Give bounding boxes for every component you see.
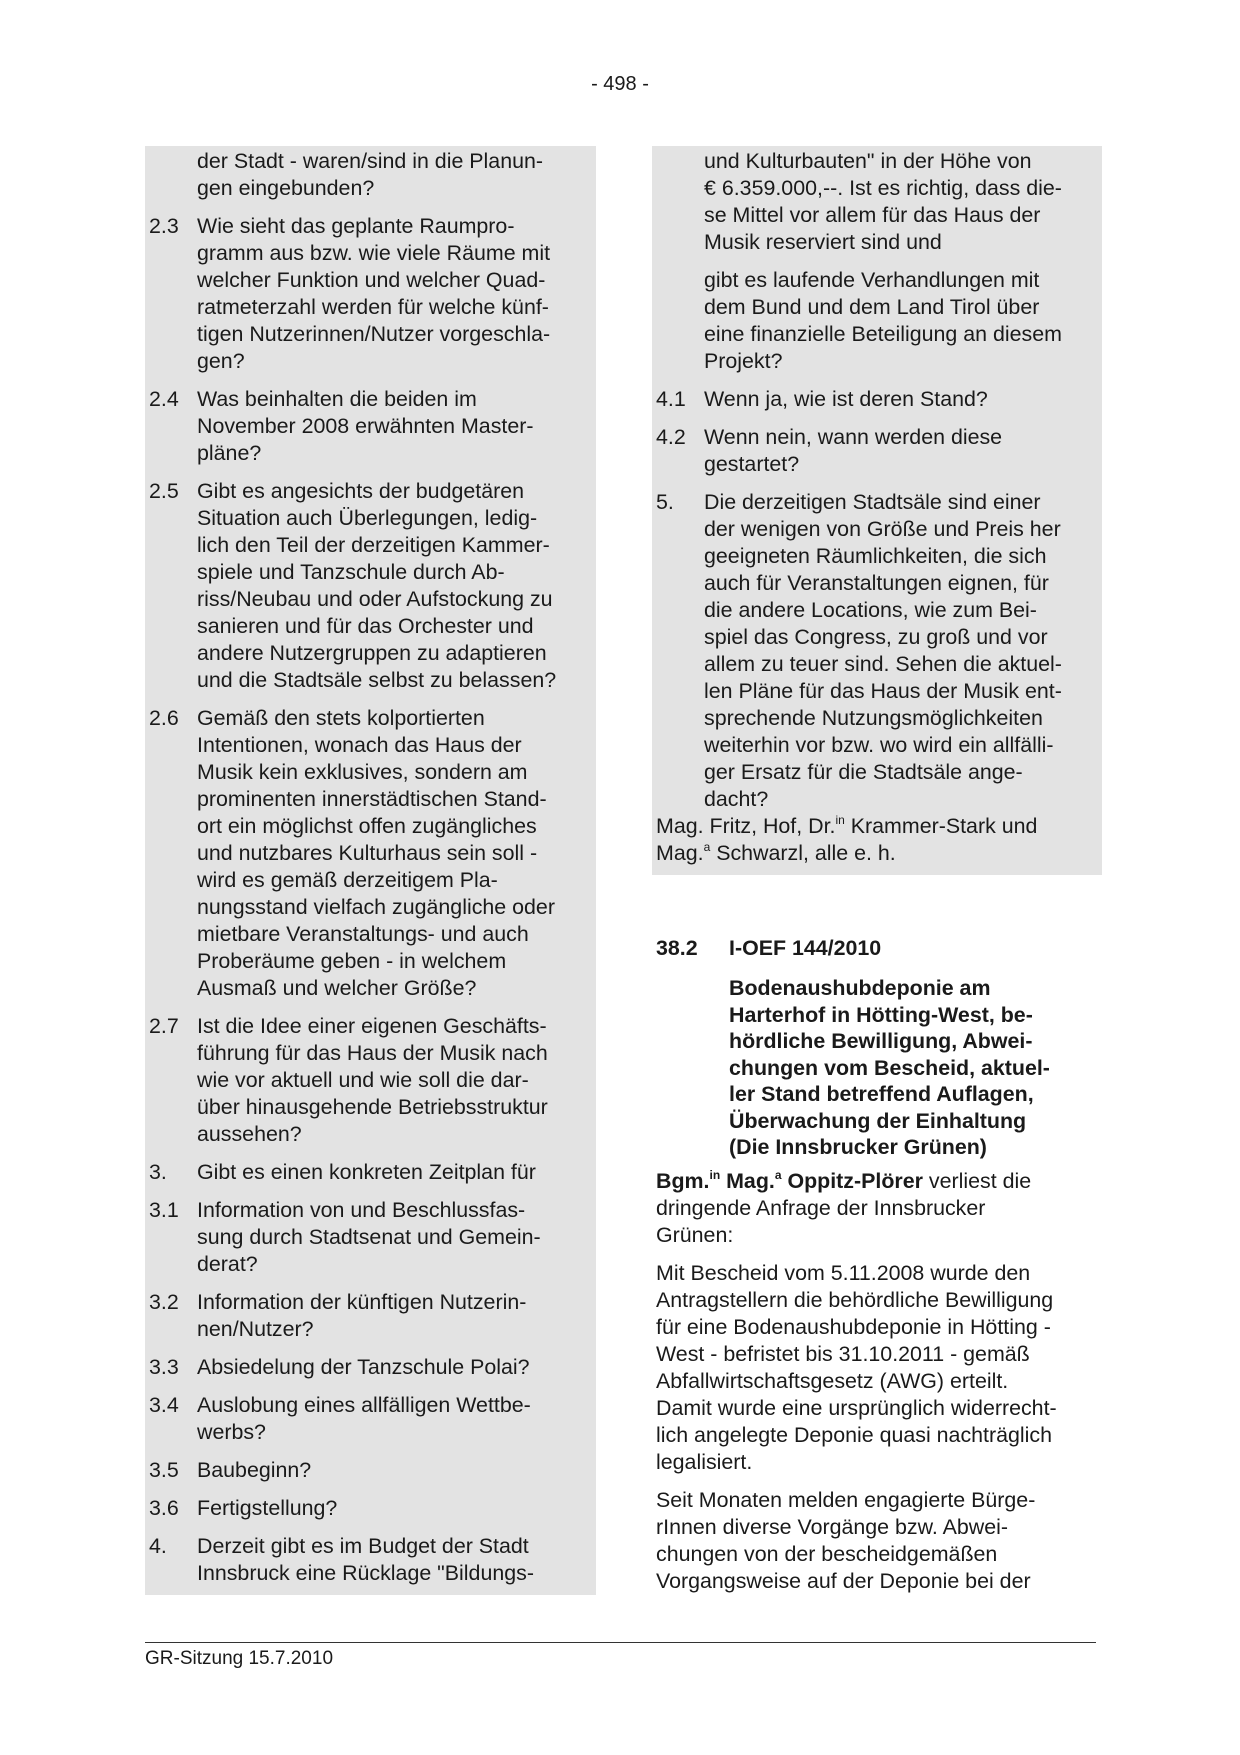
item-text: Information der künftigen Nutzerin- nen/Nutzer? [197, 1290, 527, 1341]
list-item [149, 1289, 590, 1343]
list-item [149, 1197, 590, 1278]
item-text: Absiedelung der Tanzschule Polai? [197, 1355, 530, 1379]
page-number: - 498 - [591, 73, 649, 95]
section-code: I-OEF 144/2010 [729, 936, 882, 960]
speaker-paragraph: Bgm.$^{in}$ Mag.$^a$ Oppitz-Plörer verliest die dringende Anfrage der Innsbrucker Grünen: [656, 1168, 1032, 1247]
list-item [149, 1533, 590, 1587]
section-title: Bodenaushubdeponie am Harterhof in Hötting-West, be- hördliche Bewilligung, Abwei- chungen vom Bescheid, aktuel- ler Stand betreffend Auflagen, Überwachung der Einhaltung (Die Innsbrucker Grünen) [729, 976, 1050, 1159]
item-text: Wenn nein, wann werden diese gestartet? [704, 425, 1003, 476]
right-column-question-list [652, 146, 1102, 875]
item-text: Gemäß den stets kolportierten Intentionen, wonach das Haus der Musik kein exklusives, sondern am prominenten innerstädtischen Stand- ort ein möglichst offen zugängliches und nutzbares Kulturhaus sein soll - wird es gemäß derzeitigem Pla- nungsstand vielfach zugängliche oder mietbare Veranstaltungs- und auch Proberäume geben - in welchem Ausmaß und welcher Größe? [197, 706, 555, 1000]
list-item [656, 489, 1098, 813]
item-number: 3.1 [149, 1198, 179, 1222]
list-item [149, 478, 590, 694]
list-item [656, 424, 1098, 478]
signature [656, 813, 1098, 867]
item-text: Gibt es einen konkreten Zeitplan für [197, 1160, 536, 1184]
item-number: 3.2 [149, 1290, 179, 1314]
signature-line-1: Mag. Fritz, Hof, Dr.$^{in}$ Krammer-Stark und [656, 813, 1038, 838]
list-item [149, 1392, 590, 1446]
item-text: Was beinhalten die beiden im November 2008 erwähnten Master- pläne? [197, 387, 534, 465]
list-item [149, 386, 590, 467]
item-number: 2.7 [149, 1014, 179, 1038]
list-item [149, 1354, 590, 1381]
body-paragraph: Seit Monaten melden engagierte Bürge- rInnen diverse Vorgänge bzw. Abwei- chungen von der bescheidgemäßen Vorgangsweise auf der Deponie bei der [656, 1488, 1036, 1593]
section-number: 38.2 [656, 936, 698, 960]
body-text [656, 1168, 1096, 1606]
left-column-question-list [145, 146, 596, 1595]
item-number: 4. [149, 1534, 167, 1558]
list-item [149, 1159, 590, 1186]
item-number: 2.3 [149, 214, 179, 238]
item-number: 2.4 [149, 387, 179, 411]
left-items [149, 213, 590, 1587]
item-text: Gibt es angesichts der budgetären Situation auch Überlegungen, ledig- lich den Teil der derzeitigen Kammer- spiele und Tanzschule durch Ab- riss/Neubau und oder Aufstockung zu sanieren und für das Orchester und andere Nutzergruppen zu adaptieren und die Stadtsäle selbst zu belassen? [197, 479, 557, 692]
footer-rule [145, 1642, 1096, 1643]
item-number: 3. [149, 1160, 167, 1184]
body-paragraph: Mit Bescheid vom 5.11.2008 wurde den Antragstellern die behördliche Bewilligung für eine Bodenaushubdeponie in Hötting - West - befristet bis 31.10.2011 - gemäß Abfallwirtschaftsgesetz (AWG) erteilt. Damit wurde eine ursprünglich widerrecht- lich angelegte Deponie quasi nachträglich legalisiert. [656, 1261, 1057, 1474]
item-number: 3.4 [149, 1393, 179, 1417]
signature-line-2: Mag.$^a$ Schwarzl, alle e. h. [656, 840, 896, 865]
item-number: 4.2 [656, 425, 686, 449]
list-item [149, 213, 590, 375]
continued-text: der Stadt - waren/sind in die Planun- gen eingebunden? [197, 149, 544, 200]
item-number: 2.6 [149, 706, 179, 730]
item-text: Baubeginn? [197, 1458, 312, 1482]
list-item [149, 1495, 590, 1522]
list-item [149, 1457, 590, 1484]
item-text: Auslobung eines allfälligen Wettbe- werbs? [197, 1393, 531, 1444]
item-text: Information von und Beschlussfas- sung durch Stadtsenat und Gemein- derat? [197, 1198, 541, 1276]
item-text: Wie sieht das geplante Raumpro- gramm aus bzw. wie viele Räume mit welcher Funktion und welcher Quad- ratmeterzahl werden für welche künf- tigen Nutzerinnen/Nutzer vorgeschla- gen? [197, 214, 551, 373]
item-number: 3.5 [149, 1458, 179, 1482]
item-number: 3.6 [149, 1496, 179, 1520]
continued-text-2: gibt es laufende Verhandlungen mit dem Bund und dem Land Tirol über eine finanzielle Beteiligung an diesem Projekt? [704, 268, 1062, 373]
right-items [656, 386, 1098, 813]
item-number: 2.5 [149, 479, 179, 503]
list-item [149, 1013, 590, 1148]
item-text: Derzeit gibt es im Budget der Stadt Innsbruck eine Rücklage "Bildungs- [197, 1534, 534, 1585]
item-number: 5. [656, 490, 674, 514]
item-text: Ist die Idee einer eigenen Geschäfts- führung für das Haus der Musik nach wie vor aktuell und wie soll die dar- über hinausgehende Betriebsstruktur aussehen? [197, 1014, 548, 1146]
list-item [149, 705, 590, 1002]
item-text: Fertigstellung? [197, 1496, 338, 1520]
section-header [656, 935, 1096, 962]
body-paragraphs [656, 1260, 1096, 1595]
item-number: 4.1 [656, 387, 686, 411]
item-text: Die derzeitigen Stadtsäle sind einer der wenigen von Größe und Preis her geeigneten Räumlichkeiten, die sich auch für Veranstaltungen eignen, für die andere Locations, wie zum Bei- spiel das Congress, zu groß und vor allem zu teuer sind. Sehen die aktuel- len Pläne für das Haus der Musik ent- sprechende Nutzungsmöglichkeiten weiterhin vor bzw. wo wird ein allfälli- ger Ersatz für die Stadtsäle ange- dacht? [704, 490, 1062, 811]
footer-text: GR-Sitzung 15.7.2010 [145, 1648, 334, 1669]
item-text: Wenn ja, wie ist deren Stand? [704, 387, 988, 411]
list-item [656, 386, 1098, 413]
continued-text-1: und Kulturbauten" in der Höhe von € 6.359.000,--. Ist es richtig, dass die- se Mittel vor allem für das Haus der Musik reserviert sind und [704, 149, 1062, 254]
item-number: 3.3 [149, 1355, 179, 1379]
